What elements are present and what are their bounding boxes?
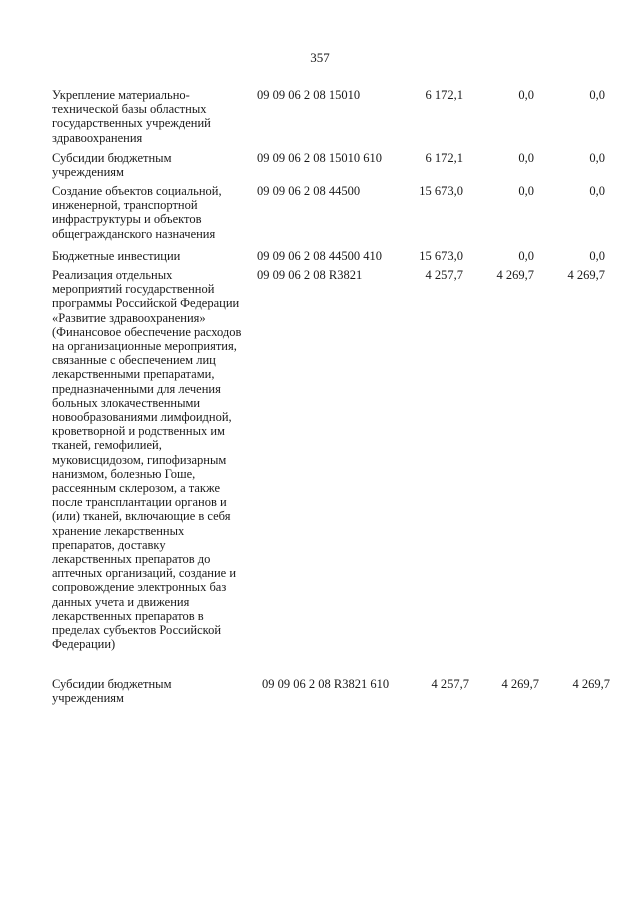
row-value-1: 4 257,7 — [431, 677, 469, 691]
row-value-1: 6 172,1 — [425, 151, 463, 165]
row-name: Создание объектов социальной, инженерной, транспортной инфраструктуры и объектов общегражданского назначения — [52, 184, 222, 241]
row-value-3: 0,0 — [589, 151, 605, 165]
row-code: 09 09 06 2 08 R3821 610 — [262, 677, 390, 691]
row-value-2: 4 269,7 — [501, 677, 539, 691]
row-value-3: 0,0 — [589, 249, 605, 263]
row-code: 09 09 06 2 08 R3821 — [257, 268, 363, 282]
row-code: 09 09 06 2 08 44500 — [257, 184, 361, 198]
row-name: Реализация отдельных мероприятий государственной программы Российской Федерации «Развитие здравоохранения» (Финансовое обеспечение расходов на организационные мероприятия, связанные с обеспечением лиц лекарственными препаратами, предназначенными для лечения больных злокачественными новообразованиями лимфоидной, кроветворной и родственных им тканей, гемофилией, муковисцидозом, гипофизарным нанизмом, болезнью Гоше, рассеянным склерозом, а также после трансплантации органов и (или) тканей, включающие в себя хранение лекарственных препаратов, доставку лекарственных препаратов до аптечных организаций, создание и сопровождение электронных баз данных учета и движения лекарственных препаратов в пределах субъектов Российской Федерации) — [52, 268, 242, 652]
row-name: Субсидии бюджетным учреждениям — [52, 151, 172, 180]
row-value-2: 0,0 — [518, 88, 534, 102]
row-value-1: 6 172,1 — [425, 88, 463, 102]
row-code: 09 09 06 2 08 15010 610 — [257, 151, 382, 165]
row-value-2: 0,0 — [518, 151, 534, 165]
row-value-3: 4 269,7 — [572, 677, 610, 691]
row-code: 09 09 06 2 08 15010 — [257, 88, 361, 102]
row-value-2: 0,0 — [518, 249, 534, 263]
row-name: Укрепление материально- технической базы областных государственных учреждений здравоохранения — [52, 88, 211, 145]
row-value-2: 4 269,7 — [496, 268, 534, 282]
row-value-3: 4 269,7 — [567, 268, 605, 282]
row-value-1: 15 673,0 — [419, 184, 463, 198]
row-value-2: 0,0 — [518, 184, 534, 198]
page-number: 357 — [310, 50, 330, 65]
row-name: Субсидии бюджетным учреждениям — [52, 677, 172, 706]
row-value-3: 0,0 — [589, 88, 605, 102]
row-value-1: 4 257,7 — [425, 268, 463, 282]
row-value-3: 0,0 — [589, 184, 605, 198]
row-value-1: 15 673,0 — [419, 249, 463, 263]
row-code: 09 09 06 2 08 44500 410 — [257, 249, 382, 263]
row-name: Бюджетные инвестиции — [52, 249, 181, 263]
